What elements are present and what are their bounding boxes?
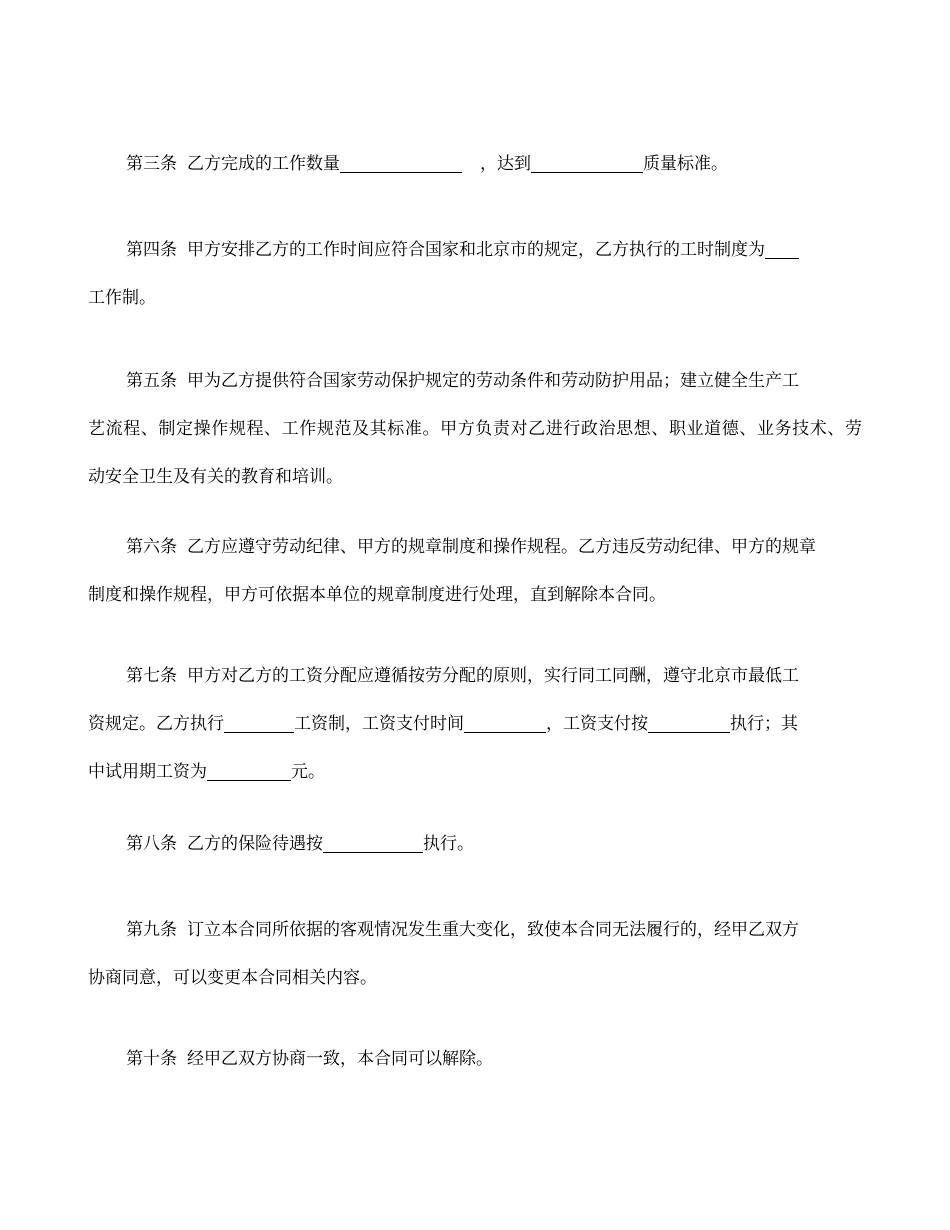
blank-wage-payment-time[interactable] <box>464 714 546 733</box>
article-6 <box>88 523 862 619</box>
article-5 <box>88 357 862 501</box>
blank-wage-system[interactable] <box>224 714 294 733</box>
article-7-text-2d: 执行；其 <box>730 714 798 734</box>
article-5-line-2: 艺流程、制定操作规程、工作规范及其标准。甲方负责对乙进行政治思想、职业道德、业务技术、劳 <box>88 419 862 439</box>
article-3-label: 第三条 <box>126 154 177 174</box>
article-3-text-2: ，达到 <box>480 154 531 174</box>
article-7-label: 第七条 <box>126 666 177 686</box>
article-9-line-1: 订立本合同所依据的客观情况发生重大变化，致使本合同无法履行的，经甲乙双方 <box>187 920 799 940</box>
article-10 <box>88 1035 862 1083</box>
blank-wage-payment-method[interactable] <box>648 714 730 733</box>
article-5-label: 第五条 <box>126 371 177 391</box>
article-10-line-1: 经甲乙双方协商一致，本合同可以解除。 <box>187 1049 493 1069</box>
article-7-text-2c: ，工资支付按 <box>546 714 648 734</box>
article-8-text-1: 乙方的保险待遇按 <box>187 834 323 854</box>
article-3-text-1: 乙方完成的工作数量 <box>187 154 340 174</box>
article-8-label: 第八条 <box>126 834 177 854</box>
article-9 <box>88 906 862 1002</box>
article-4-label: 第四条 <box>126 240 177 260</box>
article-10-label: 第十条 <box>126 1049 177 1069</box>
article-9-label: 第九条 <box>126 920 177 940</box>
article-7-text-2a: 资规定。乙方执行 <box>88 714 224 734</box>
article-7-text-3b: 元。 <box>291 762 325 782</box>
article-7-text-2b: 工资制，工资支付时间 <box>294 714 464 734</box>
article-7-text-3a: 中试用期工资为 <box>88 762 207 782</box>
article-4-text-2: 工作制。 <box>88 288 156 308</box>
article-4-text-1: 甲方安排乙方的工作时间应符合国家和北京市的规定，乙方执行的工时制度为 <box>187 240 765 260</box>
article-8-text-2: 执行。 <box>423 834 474 854</box>
article-8 <box>88 820 862 868</box>
article-3 <box>88 140 862 188</box>
article-7 <box>88 652 862 796</box>
blank-work-quantity[interactable] <box>340 154 462 173</box>
blank-insurance[interactable] <box>323 834 423 853</box>
article-5-line-1: 甲为乙方提供符合国家劳动保护规定的劳动条件和劳动防护用品；建立健全生产工 <box>187 371 799 391</box>
article-5-line-3: 动安全卫生及有关的教育和培训。 <box>88 467 343 487</box>
article-6-line-1: 乙方应遵守劳动纪律、甲方的规章制度和操作规程。乙方违反劳动纪律、甲方的规章 <box>187 537 816 557</box>
article-7-line-1: 甲方对乙方的工资分配应遵循按劳分配的原则，实行同工同酬，遵守北京市最低工 <box>187 666 799 686</box>
article-6-line-2: 制度和操作规程，甲方可依据本单位的规章制度进行处理，直到解除本合同。 <box>88 585 666 605</box>
article-3-text-3: 质量标准。 <box>643 154 728 174</box>
blank-probation-wage[interactable] <box>207 762 291 781</box>
blank-quality-standard[interactable] <box>531 154 643 173</box>
article-9-line-2: 协商同意，可以变更本合同相关内容。 <box>88 968 377 988</box>
article-4 <box>88 226 862 322</box>
blank-working-hours-system[interactable] <box>765 240 799 259</box>
article-6-label: 第六条 <box>126 537 177 557</box>
